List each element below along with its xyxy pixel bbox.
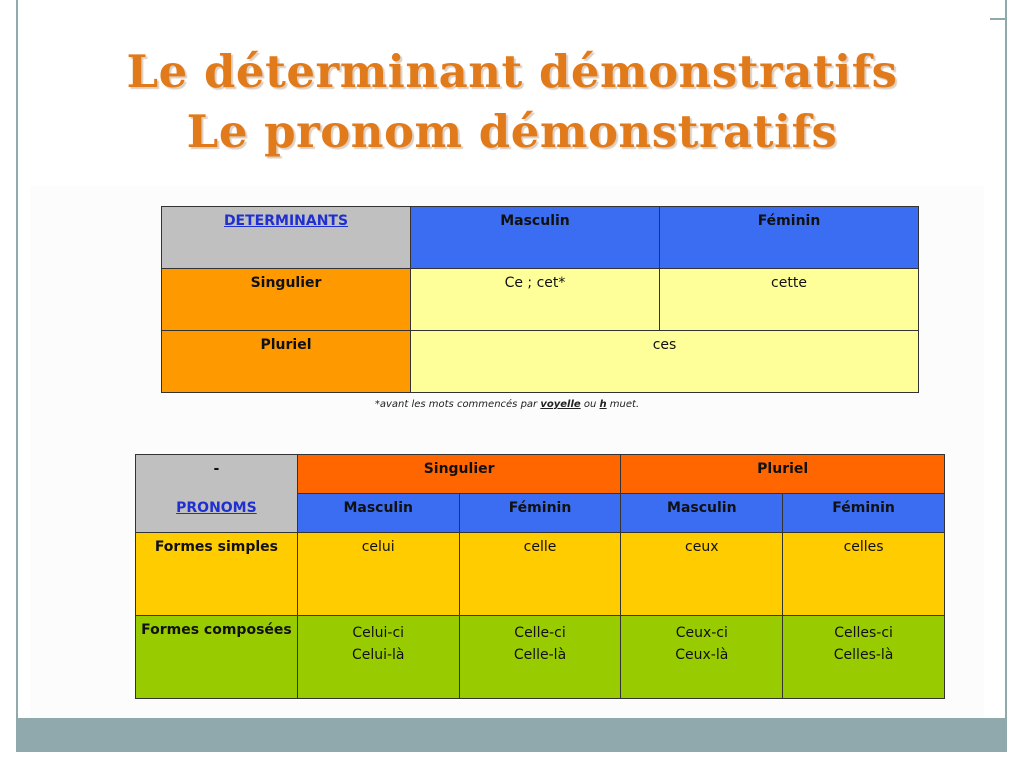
composee-la: Celle-là xyxy=(513,646,567,663)
sub-masculin-singulier: Masculin xyxy=(297,494,459,533)
pluriel-label: Pluriel xyxy=(162,331,411,393)
table-row xyxy=(136,532,945,615)
determinants-link[interactable]: DETERMINANTS xyxy=(223,213,349,229)
masculin-header: Masculin xyxy=(411,207,660,269)
title-line-1: Le déterminant démonstratifs xyxy=(126,45,898,98)
determinants-table xyxy=(161,206,919,393)
composee-ci: Celle-ci xyxy=(514,624,566,641)
composee-ci: Ceux-ci xyxy=(675,624,728,641)
table-row xyxy=(162,207,919,269)
pronoms-table xyxy=(135,454,945,699)
slide-title xyxy=(0,42,1024,162)
composee-celles xyxy=(783,615,945,698)
feminin-header: Féminin xyxy=(660,207,919,269)
simple-celui: celui xyxy=(297,532,459,615)
sub-feminin-pluriel: Féminin xyxy=(783,494,945,533)
singulier-feminin: cette xyxy=(660,269,919,331)
pronoms-header-cell[interactable] xyxy=(136,494,298,533)
composee-la: Celles-là xyxy=(833,646,894,663)
sub-feminin-singulier: Féminin xyxy=(459,494,621,533)
simple-celles: celles xyxy=(783,532,945,615)
composee-la: Ceux-là xyxy=(675,646,729,663)
simple-ceux: ceux xyxy=(621,532,783,615)
composee-ceux xyxy=(621,615,783,698)
pluriel-group-header: Pluriel xyxy=(621,455,945,494)
footnote-prefix: *avant les mots commencés par xyxy=(374,399,541,410)
pluriel-value: ces xyxy=(411,331,919,393)
formes-simples-label: Formes simples xyxy=(136,532,298,615)
table-row xyxy=(162,269,919,331)
slide-frame-bottom-bar xyxy=(16,718,1007,752)
table-row xyxy=(136,455,945,494)
singulier-masculin: Ce ; cet* xyxy=(411,269,660,331)
composee-celle xyxy=(459,615,621,698)
footnote-suffix: muet. xyxy=(606,399,640,410)
footnote-word-h: h xyxy=(599,399,607,410)
footnote-middle: ou xyxy=(580,399,600,410)
formes-composees-label: Formes composées xyxy=(136,615,298,698)
determinants-header-cell[interactable] xyxy=(162,207,411,269)
pronoms-link[interactable]: PRONOMS xyxy=(176,499,257,516)
content-image xyxy=(30,186,984,718)
composee-celui xyxy=(297,615,459,698)
composee-la: Celui-là xyxy=(351,646,405,663)
footnote-word-voyelle: voyelle xyxy=(540,399,581,410)
simple-celle: celle xyxy=(459,532,621,615)
singulier-group-header: Singulier xyxy=(297,455,621,494)
composee-ci: Celui-ci xyxy=(352,624,405,641)
table-row xyxy=(136,494,945,533)
slide-frame-top-accent xyxy=(990,18,1007,20)
table-row xyxy=(162,331,919,393)
sub-masculin-pluriel: Masculin xyxy=(621,494,783,533)
title-line-2: Le pronom démonstratifs xyxy=(186,105,838,158)
composee-ci: Celles-ci xyxy=(834,624,893,641)
footnote xyxy=(30,399,984,410)
pronoms-corner-dash: - xyxy=(136,455,298,494)
singulier-label: Singulier xyxy=(162,269,411,331)
table-row xyxy=(136,615,945,698)
